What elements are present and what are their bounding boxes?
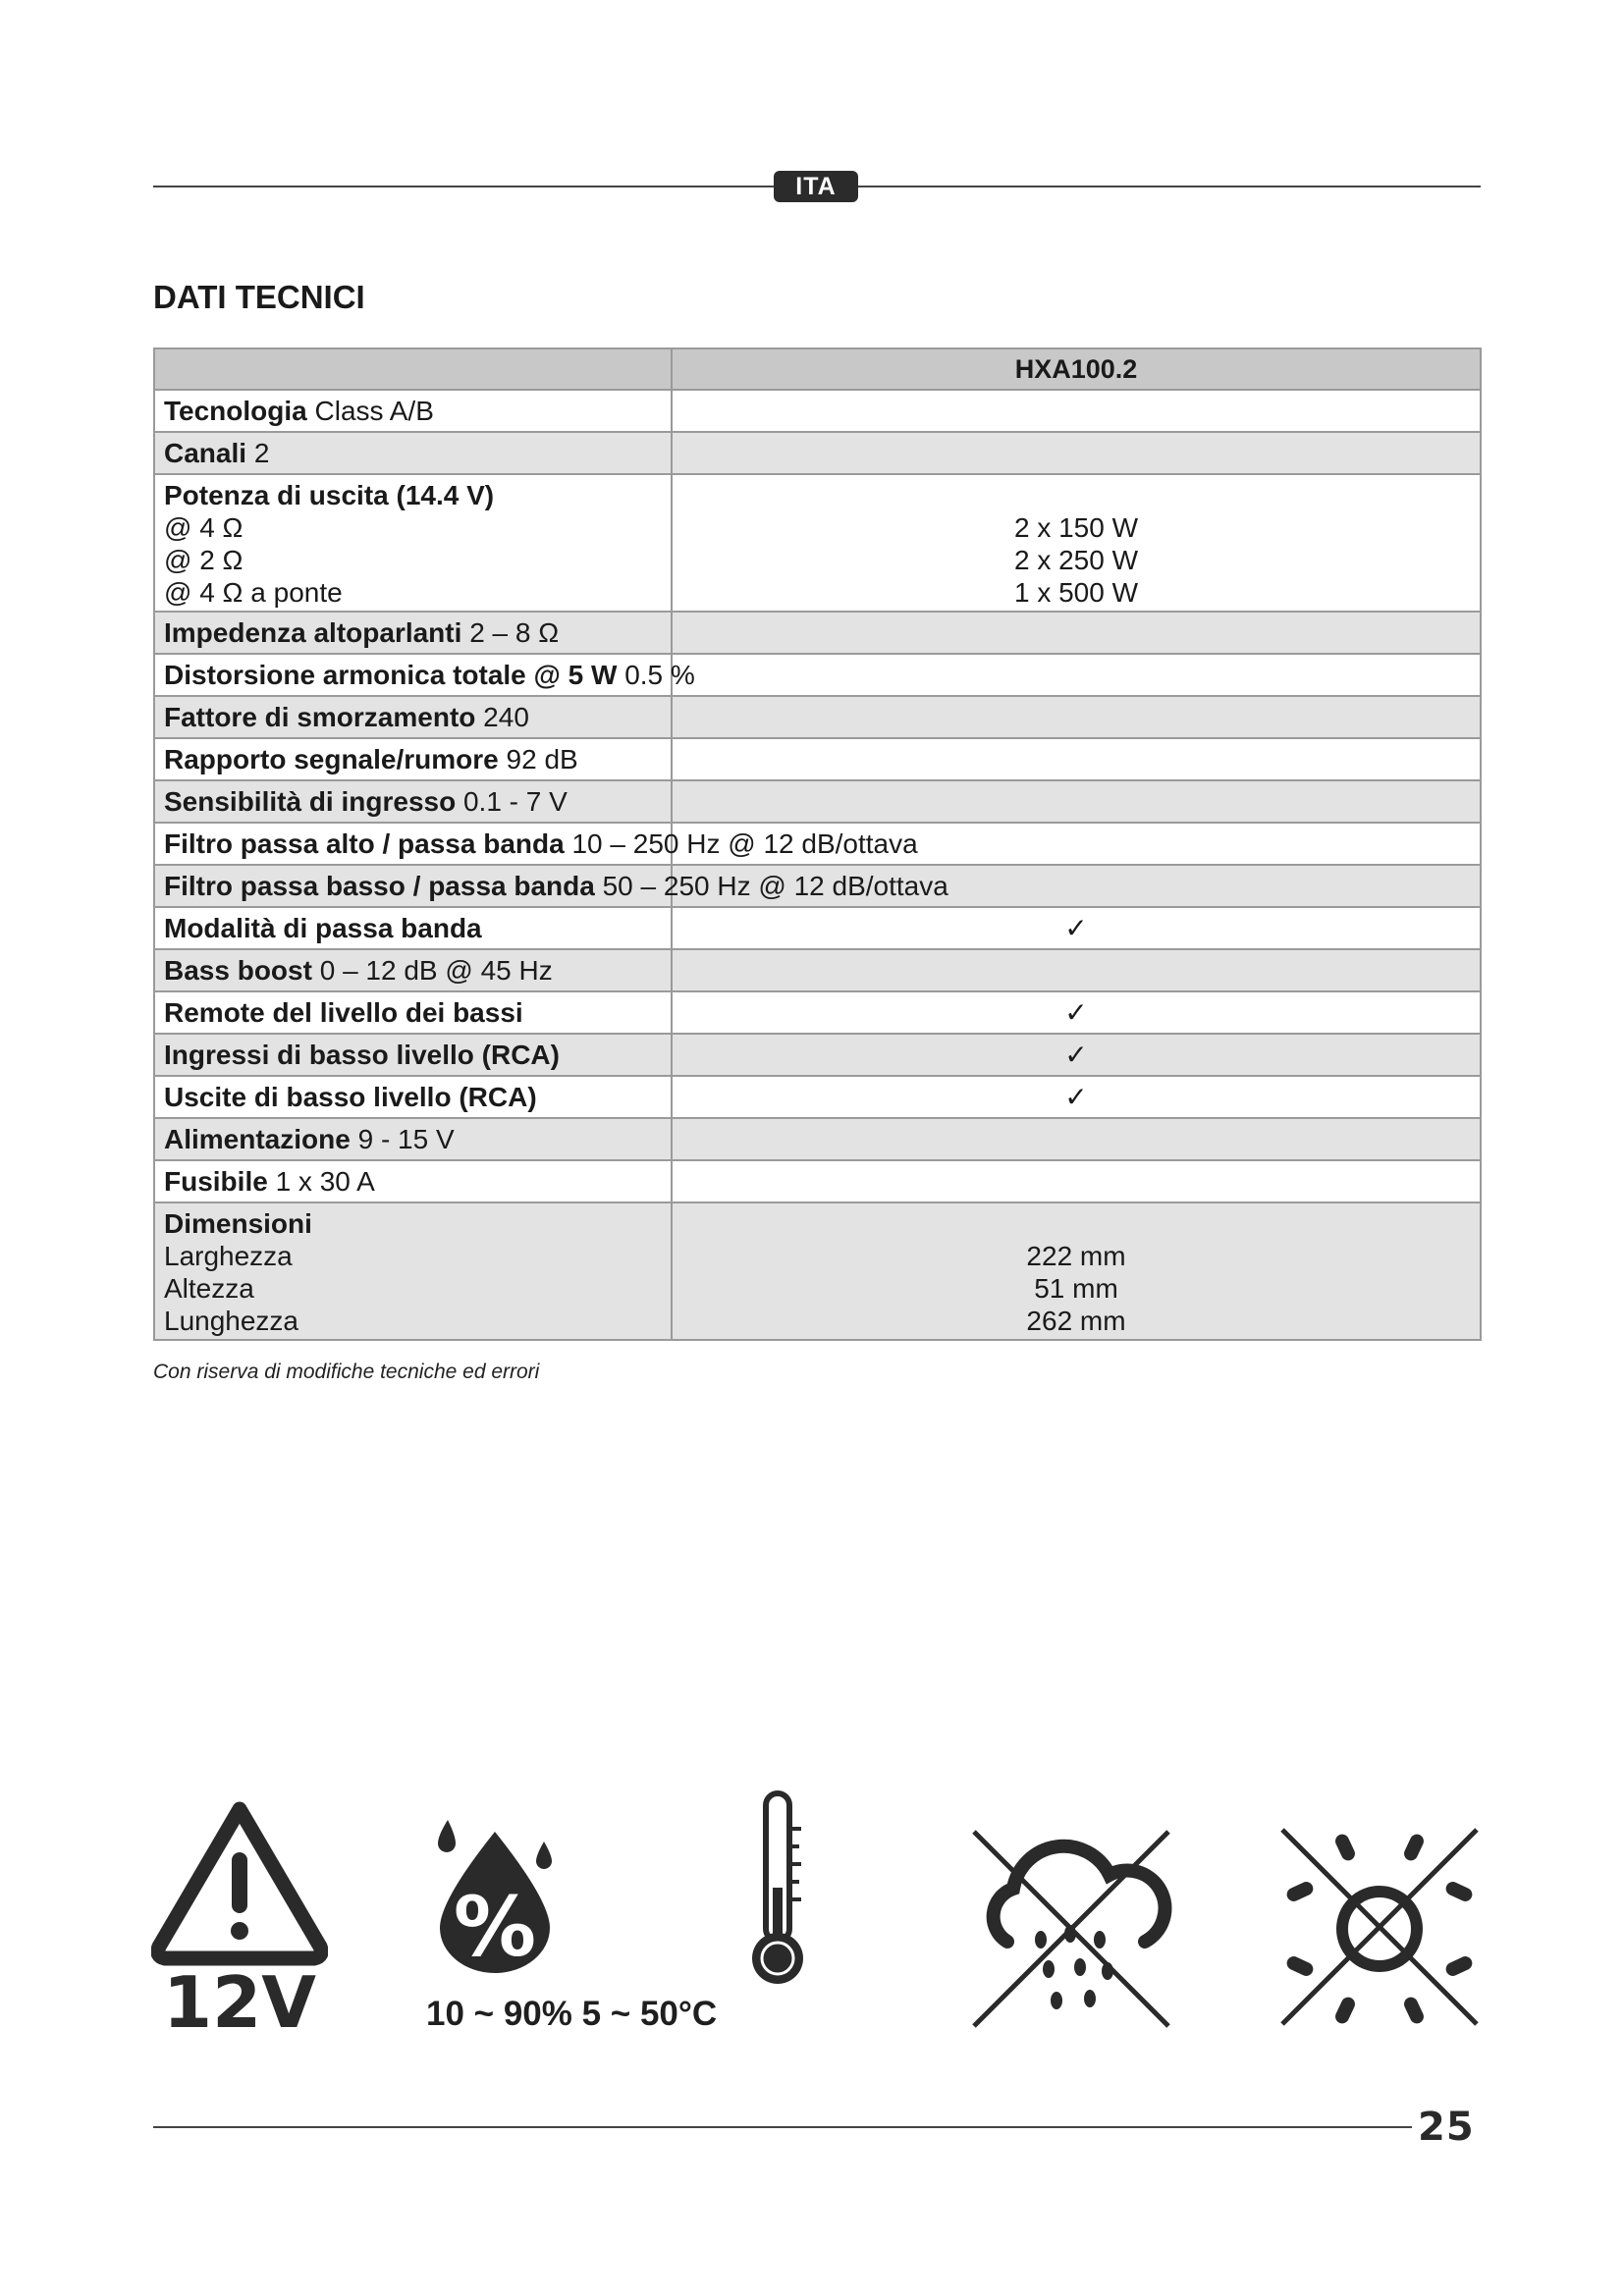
table-row [154, 865, 1481, 907]
row-label: Dimensioni [164, 1208, 312, 1239]
humidity-symbol: % [453, 1879, 537, 1975]
row-label: Impedenza altoparlanti [164, 617, 462, 648]
table-header-row [154, 348, 1481, 390]
section-title: DATI TECNICI [153, 279, 365, 315]
row-value: 51 mm [1034, 1273, 1118, 1304]
no-rain-icon [968, 1824, 1174, 2030]
row-sublabel: @ 2 Ω [164, 545, 244, 575]
model-name: HXA100.2 [672, 348, 1481, 390]
row-value: 2 x 150 W [1013, 512, 1139, 543]
table-row [154, 991, 1481, 1034]
warning-12v-icon [151, 1799, 328, 2035]
row-value: 92 dB [506, 744, 578, 774]
row-value: 222 mm [1026, 1241, 1126, 1271]
table-row [154, 612, 1481, 654]
row-label: Rapporto segnale/rumore [164, 744, 499, 774]
check-icon: ✓ [1064, 1082, 1088, 1112]
row-label: Sensibilità di ingresso [164, 786, 457, 817]
row-label: Potenza di uscita (14.4 V) [164, 480, 495, 510]
voltage-label: 12V [163, 1961, 316, 2035]
row-label: Filtro passa alto / passa banda [164, 828, 565, 859]
table-row [154, 432, 1481, 474]
table-row [154, 696, 1481, 738]
check-icon: ✓ [1064, 997, 1088, 1028]
row-value: 9 - 15 V [357, 1124, 455, 1154]
row-value: 1 x 500 W [1013, 577, 1139, 608]
table-row [154, 738, 1481, 780]
row-label: Fusibile [164, 1166, 268, 1197]
table-row [154, 474, 1481, 612]
no-sun-icon [1276, 1824, 1483, 2030]
table-row [154, 654, 1481, 696]
table-row [154, 1034, 1481, 1076]
footer-rule [153, 2126, 1412, 2128]
row-value: 0.1 - 7 V [462, 786, 568, 817]
row-label: Tecnologia [164, 396, 307, 426]
row-value: Class A/B [314, 396, 434, 426]
table-row [154, 1202, 1481, 1340]
row-label: Ingressi di basso livello (RCA) [164, 1040, 560, 1070]
row-label: Bass boost [164, 955, 312, 986]
table-row [154, 1076, 1481, 1118]
row-label: Canali [164, 438, 247, 468]
spec-table [153, 347, 1482, 1341]
check-icon: ✓ [1064, 913, 1088, 943]
row-label: Modalità di passa banda [164, 913, 482, 943]
row-value: 2 x 250 W [1013, 545, 1139, 575]
environment-conditions: 10 ~ 90% 5 ~ 50°C [426, 1995, 718, 2033]
row-sublabel: @ 4 Ω [164, 512, 244, 543]
row-value: 0 – 12 dB @ 45 Hz [319, 955, 553, 986]
row-label: Fattore di smorzamento [164, 702, 476, 732]
table-row [154, 390, 1481, 432]
row-label: Filtro passa basso / passa banda [164, 871, 595, 901]
header-empty-cell [154, 348, 672, 390]
check-icon: ✓ [1064, 1040, 1088, 1070]
language-badge: ITA [774, 171, 858, 202]
row-label: Distorsione armonica totale @ 5 W [164, 660, 618, 690]
table-row [154, 780, 1481, 823]
thermometer-icon [748, 1789, 817, 1990]
row-value: 10 – 250 Hz @ 12 dB/ottava [571, 828, 918, 859]
row-value: 50 – 250 Hz @ 12 dB/ottava [602, 871, 948, 901]
row-label: Uscite di basso livello (RCA) [164, 1082, 537, 1112]
page-number: 25 [1418, 2105, 1475, 2150]
row-sublabel: Altezza [164, 1273, 254, 1304]
table-row [154, 1160, 1481, 1202]
row-value: 262 mm [1026, 1306, 1126, 1336]
row-label: Remote del livello dei bassi [164, 997, 523, 1028]
table-row [154, 949, 1481, 991]
row-value: 0.5 % [624, 660, 695, 690]
row-value: 2 [253, 438, 270, 468]
table-row [154, 823, 1481, 865]
table-row [154, 1118, 1481, 1160]
row-label: Alimentazione [164, 1124, 351, 1154]
row-value: 240 [483, 702, 529, 732]
row-value: 1 x 30 A [275, 1166, 375, 1197]
humidity-icon [426, 1818, 564, 1975]
row-sublabel: Larghezza [164, 1241, 293, 1271]
row-sublabel: @ 4 Ω a ponte [164, 577, 343, 608]
row-value: 2 – 8 Ω [469, 617, 560, 648]
table-row [154, 907, 1481, 949]
row-sublabel: Lunghezza [164, 1306, 299, 1336]
footnote: Con riserva di modifiche tecniche ed errori [153, 1361, 540, 1383]
